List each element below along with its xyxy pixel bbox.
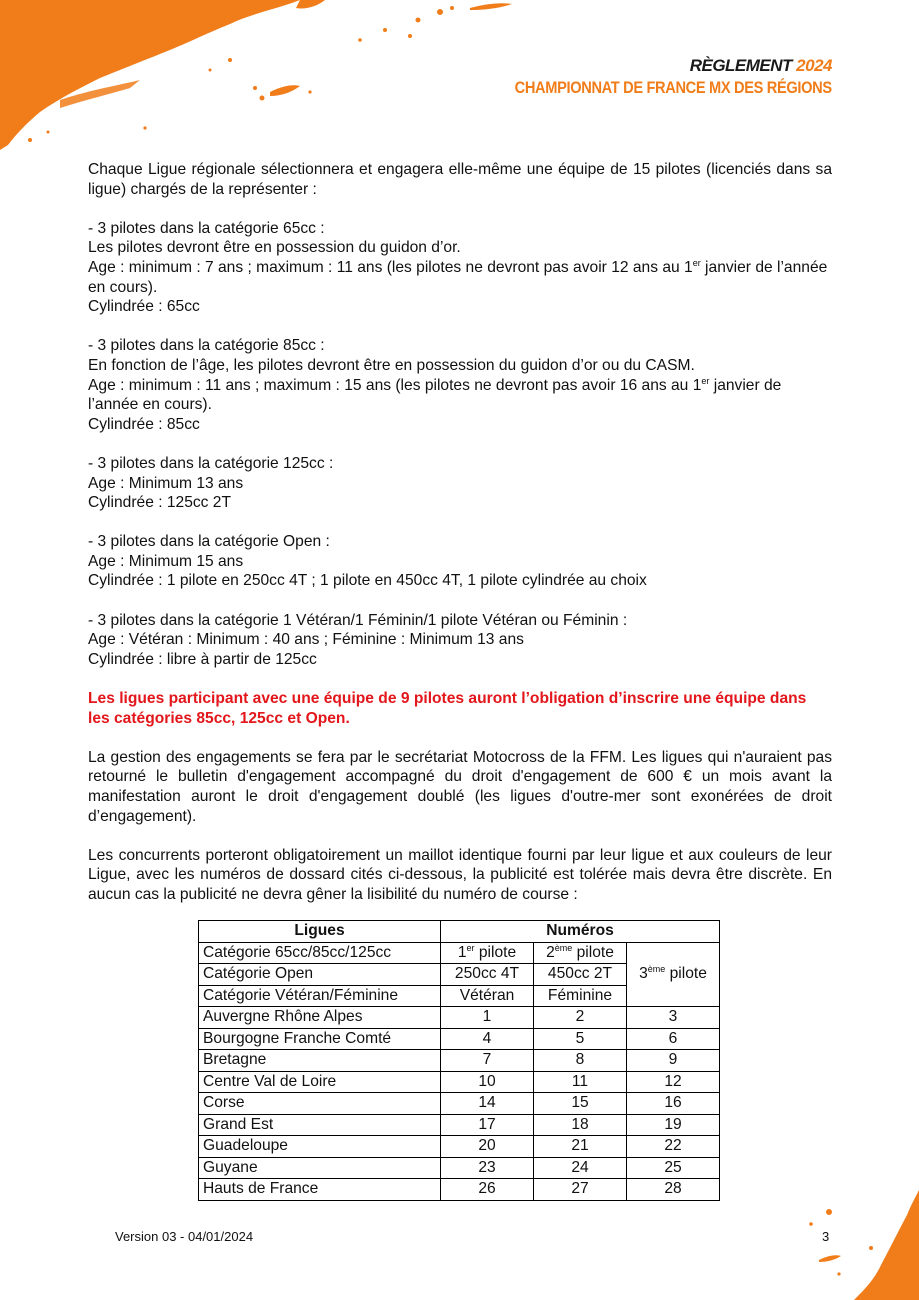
open-pilot-2: 450cc 2T (534, 964, 627, 986)
cat65-licence: Les pilotes devront être en possession du guidon d’or. (88, 239, 461, 257)
cat125-age: Age : Minimum 13 ans (88, 474, 244, 492)
category-65cc (88, 219, 832, 317)
document-body (88, 160, 832, 924)
number-cell: 20 (441, 1136, 534, 1158)
open-pilot-1: 250cc 4T (441, 964, 534, 986)
table-row (199, 1028, 720, 1050)
ligue-name: Guyane (199, 1157, 441, 1179)
cat65-cylinder: Cylindrée : 65cc (88, 298, 200, 316)
ligue-name: Bourgogne Franche Comté (199, 1028, 441, 1050)
header-ligues: Ligues (199, 921, 441, 943)
pilot-1-header: 1er pilote (441, 942, 534, 964)
table-row (199, 942, 720, 964)
number-cell: 14 (441, 1093, 534, 1115)
category-85cc (88, 336, 832, 434)
table-row (199, 1136, 720, 1158)
table-row (199, 1179, 720, 1201)
number-cell: 26 (441, 1179, 534, 1201)
category-125cc (88, 454, 832, 513)
footer-version: Version 03 - 04/01/2024 (115, 1229, 254, 1244)
number-cell: 11 (534, 1071, 627, 1093)
header-subtitle: CHAMPIONNAT DE FRANCE MX DES RÉGIONS (514, 78, 832, 97)
header-numeros: Numéros (441, 921, 720, 943)
table-row (199, 1114, 720, 1136)
ligue-name: Corse (199, 1093, 441, 1115)
ligue-name: Auvergne Rhône Alpes (199, 1007, 441, 1029)
ligue-name: Guadeloupe (199, 1136, 441, 1158)
number-cell: 18 (534, 1114, 627, 1136)
cat125-title: - 3 pilotes dans la catégorie 125cc : (88, 454, 334, 472)
catopen-cylinder: Cylindrée : 1 pilote en 250cc 4T ; 1 pilote en 450cc 4T, 1 pilote cylindrée au choix (88, 572, 647, 590)
cat65-title: - 3 pilotes dans la catégorie 65cc : (88, 219, 325, 237)
number-cell: 6 (627, 1028, 720, 1050)
number-cell: 22 (627, 1136, 720, 1158)
number-cell: 10 (441, 1071, 534, 1093)
category-veteran (88, 611, 832, 670)
row-label: Catégorie Vétéran/Féminine (199, 985, 441, 1007)
number-cell: 15 (534, 1093, 627, 1115)
cat65-age: Age : minimum : 7 ans ; maximum : 11 ans (les pilotes ne devront pas avoir 12 ans au 1er janvier de l’année en cours). (88, 257, 828, 296)
notice-paragraph: Les ligues participant avec une équipe de 9 pilotes auront l’obligation d’inscrire une équipe dans les catégories 85cc, 125cc et Open. (88, 690, 807, 727)
category-open (88, 532, 832, 591)
engagement-paragraph: La gestion des engagements se fera par le secrétariat Motocross de la FFM. Les ligues qui n'auraient pas retourné le bulletin d'engagement accompagné du droit d'engagement de 600 € un mois avant la manifestation auront le droit d'engagement doublé (les ligues d'outre-mer sont exonérées de droit d’engagement). (88, 748, 832, 825)
catvet-age: Age : Vétéran : Minimum : 40 ans ; Féminine : Minimum 13 ans (88, 631, 524, 649)
intro-paragraph: Chaque Ligue régionale sélectionnera et engagera elle-même une équipe de 15 pilotes (licenciés dans sa ligue) chargés de la représenter : (88, 161, 832, 198)
number-cell: 12 (627, 1071, 720, 1093)
cat85-cylinder: Cylindrée : 85cc (88, 415, 200, 433)
catvet-cylinder: Cylindrée : libre à partir de 125cc (88, 650, 317, 668)
number-cell: 2 (534, 1007, 627, 1029)
number-cell: 16 (627, 1093, 720, 1115)
number-cell: 7 (441, 1050, 534, 1072)
number-cell: 4 (441, 1028, 534, 1050)
table-row (199, 1007, 720, 1029)
cat85-licence: En fonction de l’âge, les pilotes devront être en possession du guidon d’or ou du CASM. (88, 356, 695, 374)
number-cell: 5 (534, 1028, 627, 1050)
number-cell: 9 (627, 1050, 720, 1072)
ligue-name: Grand Est (199, 1114, 441, 1136)
number-cell: 19 (627, 1114, 720, 1136)
header-brush-decoration (0, 0, 520, 170)
document-header (463, 56, 832, 98)
row-label: Catégorie 65cc/85cc/125cc (199, 942, 441, 964)
ligue-name: Centre Val de Loire (199, 1071, 441, 1093)
catopen-age: Age : Minimum 15 ans (88, 552, 244, 570)
footer-brush-decoration (759, 1190, 919, 1300)
veteran-pilot-2: Féminine (534, 985, 627, 1007)
pilot-2-header: 2ème pilote (534, 942, 627, 964)
header-year: 2024 (796, 56, 832, 75)
cat85-title: - 3 pilotes dans la catégorie 85cc : (88, 337, 325, 355)
ligue-name: Bretagne (199, 1050, 441, 1072)
table-row (199, 1071, 720, 1093)
pilot-3-header: 3ème pilote (627, 942, 720, 1007)
table-row (199, 1093, 720, 1115)
cat85-age: Age : minimum : 11 ans ; maximum : 15 ans (les pilotes ne devront pas avoir 16 ans au 1er janvier de l’année en cours). (88, 375, 782, 414)
number-cell: 1 (441, 1007, 534, 1029)
catopen-title: - 3 pilotes dans la catégorie Open : (88, 533, 330, 551)
number-cell: 21 (534, 1136, 627, 1158)
number-cell: 8 (534, 1050, 627, 1072)
table-row (199, 1050, 720, 1072)
number-cell: 24 (534, 1157, 627, 1179)
number-cell: 3 (627, 1007, 720, 1029)
number-cell: 25 (627, 1157, 720, 1179)
number-cell: 17 (441, 1114, 534, 1136)
maillot-paragraph: Les concurrents porteront obligatoirement un maillot identique fourni par leur ligue et aux couleurs de leur Ligue, avec les numéros de dossard cités ci-dessous, la publicité est tolérée mais devra être discrète. En aucun cas la publicité ne devra gêner la lisibilité du numéro de course : (88, 846, 832, 903)
veteran-pilot-1: Vétéran (441, 985, 534, 1007)
numbers-table (198, 920, 720, 1201)
cat125-cylinder: Cylindrée : 125cc 2T (88, 494, 232, 512)
number-cell: 28 (627, 1179, 720, 1201)
ligue-name: Hauts de France (199, 1179, 441, 1201)
table-header-row (199, 921, 720, 943)
page-number: 3 (822, 1229, 830, 1244)
number-cell: 27 (534, 1179, 627, 1201)
table-row (199, 1157, 720, 1179)
catvet-title: - 3 pilotes dans la catégorie 1 Vétéran/1 Féminin/1 pilote Vétéran ou Féminin : (88, 611, 628, 629)
number-cell: 23 (441, 1157, 534, 1179)
row-label: Catégorie Open (199, 964, 441, 986)
header-title: RÈGLEMENT 2024 (689, 56, 832, 75)
